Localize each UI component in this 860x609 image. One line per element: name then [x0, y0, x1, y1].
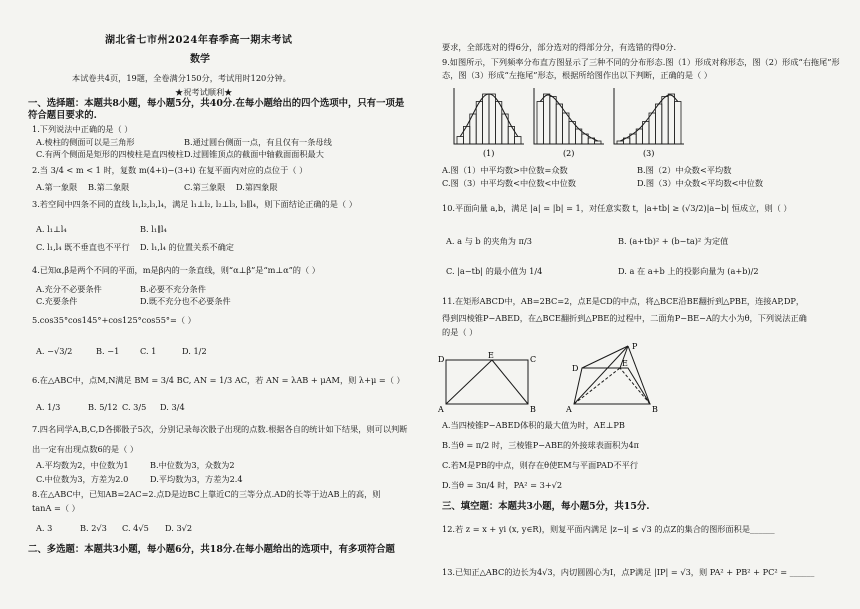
q7-option-c: C.中位数为3，方差为2.0: [36, 474, 129, 484]
histogram-bar: [537, 102, 543, 145]
q7-stem-cont: 出一定有出现点数6的是（ ）: [32, 444, 139, 454]
q11-option-b: B.当θ = π/2 时，三棱锥P−ABE的外接球表面积为4π: [442, 440, 640, 450]
q5-option-c: C. 1: [140, 346, 157, 356]
q2-option-d: D.第四象限: [236, 182, 278, 192]
q9-option-d: D.图（3）中众数<平均数<中位数: [637, 178, 764, 188]
exam-info: 本试卷共4页，19题，全卷满分150分，考试用时120分钟。: [72, 73, 291, 83]
q1-option-b: B.通过圆台侧面一点，有且仅有一条母线: [184, 137, 332, 147]
q7-option-a: A.平均数为2，中位数为1: [36, 460, 129, 470]
q11-option-d: D.当θ = 3π/4 时，PA² = 3+√2: [442, 480, 563, 490]
q11-option-a: A.当四棱锥P−ABED体积的最大值为时，AE⊥PB: [442, 420, 625, 430]
histogram-bar: [476, 102, 482, 145]
q6-option-b: B. 5/12: [88, 402, 118, 412]
q6-option-c: C. 3/5: [122, 402, 147, 412]
histogram-bar: [662, 97, 668, 145]
label-p: P: [632, 342, 638, 351]
q2-option-a: A.第一象限: [36, 182, 78, 192]
section-1-heading: 一、选择题：本题共8小题，每小题5分，共40分.在每小题给出的四个选项中，只有一项是: [28, 98, 405, 109]
histogram-bar: [495, 102, 501, 145]
q1-option-d: D.过圆锥顶点的截面中轴截面面积最大: [184, 149, 324, 159]
q4-option-a: A.充分不必要条件: [36, 284, 102, 294]
histogram-bar: [655, 104, 661, 144]
pyramid-pabed-figure: [562, 340, 672, 414]
subject-title: 数学: [190, 54, 210, 65]
q3-option-b: B. l₁∥l₄: [140, 224, 167, 234]
label-e: E: [488, 352, 494, 360]
section-1-heading-cont: 符合题目要求的.: [28, 110, 97, 121]
q9-stem-cont: 态，图（3）形成“左拖尾”形态，根据所给图作出以下判断，正确的是（ ）: [442, 70, 712, 80]
label-b: B: [530, 405, 536, 414]
q11-option-c: C.若M是PB的中点，则存在θ使EM与平面PAD不平行: [442, 460, 639, 470]
label-d: D: [438, 355, 445, 364]
q13-stem: 13.已知正△ABC的边长为4√3，内切圆圆心为I，点P满足 |IP| = √3，则 PA² + PB² + PC² = ______: [442, 567, 815, 577]
q9-option-c: C.图（3）中平均数<中位数<中位数: [442, 178, 576, 188]
section-3-heading: 三、填空题：本题共3小题，每小题5分，共15分.: [442, 501, 650, 512]
histogram-group: [454, 88, 684, 158]
section-2-heading: 二、多选题：本题共3小题，每小题6分，共18分.在每小题给出的选项中，有多项符合题: [28, 544, 395, 555]
q1-option-a: A.棱柱的侧面可以是三角形: [36, 137, 135, 147]
q2-stem: 2.当 3/4 < m < 1 时，复数 m(4+i)−(3+i) 在复平面内对应的点位于（ ）: [32, 165, 308, 175]
exam-wish: ★祝考试顺利★: [175, 87, 233, 97]
q7-option-b: B.中位数为3，众数为2: [150, 460, 235, 470]
histogram-bar: [675, 102, 681, 145]
histogram-bar: [515, 137, 521, 145]
label-d2: D: [572, 364, 579, 373]
q10-option-a: A. a 与 b 的夹角为 π/3: [446, 236, 532, 246]
q9-stem: 9.如图所示，下列频率分布直方图显示了三种不同的分布形态.图（1）形成对称形态，图（2）形成“右拖尾”形: [442, 57, 840, 67]
q6-option-a: A. 1/3: [36, 402, 61, 412]
q1-stem: 1.下列说法中正确的是（ ）: [32, 124, 133, 134]
q9-option-b: B.图（2）中众数<平均数: [637, 165, 732, 175]
label-c: C: [530, 355, 537, 364]
q5-option-d: D. 1/2: [182, 346, 207, 356]
histogram-label: (2): [563, 149, 575, 158]
histogram-bar: [556, 104, 562, 144]
histogram-figure: [450, 82, 690, 162]
q6-option-d: D. 3/4: [160, 402, 185, 412]
q5-option-a: A. −√3/2: [36, 346, 73, 356]
q10-stem: 10.平面向量 a,b，满足 |a| = |b| = 1，对任意实数 t，|a+tb| ≥ (√3/2)|a−b| 恒成立，则（ ）: [442, 203, 792, 213]
q6-stem: 6.在△ABC中，点M,N满足 BM = 3/4 BC, AN = 1/3 AC，若 AN = λAB + μAM，则 λ+μ =（ ）: [32, 375, 405, 385]
q7-option-d: D.平均数为3，方差为2.4: [150, 474, 243, 484]
q2-option-b: B.第二象限: [88, 182, 130, 192]
histogram-bar: [483, 94, 489, 144]
q12-stem: 12.若 z = x + yi (x, y∈R)，则复平面内满足 |z−i| ≤ √3 的点Z的集合的图形面积是______: [442, 524, 775, 534]
q10-option-b: B. (a+tb)² + (b−ta)² 为定值: [618, 236, 729, 246]
section-2-heading-cont: 要求，全部选对的得6分，部分选对的得部分分，有选错的得0分.: [442, 42, 677, 52]
histogram-bar: [550, 97, 556, 145]
exam-title: 湖北省七市州2024年春季高一期末考试: [105, 35, 293, 46]
q4-option-c: C.充要条件: [36, 296, 78, 306]
histogram-label: (3): [643, 149, 655, 158]
q10-option-c: C. |a−tb| 的最小值为 1/4: [446, 266, 543, 276]
histogram-label: (1): [483, 149, 495, 158]
q5-stem: 5.cos35°cos145°+cos125°cos55°=（ ）: [32, 315, 196, 325]
histogram-bar: [649, 113, 655, 144]
q3-stem: 3.若空间中四条不同的直线 l₁,l₂,l₃,l₄，满足 l₁⊥l₂, l₂⊥l₃, l₃∥l₄，则下面结论正确的是（ ）: [32, 199, 357, 209]
label-a: A: [438, 405, 444, 414]
q8-stem: 8.在△ABC中，已知AB=2AC=2.点D是边BC上靠近C的三等分点.AD的长等于边AB上的高，则: [32, 489, 381, 499]
histogram-bar: [489, 94, 495, 144]
label-e2: E: [622, 359, 628, 368]
q10-option-d: D. a 在 a+b 上的投影向量为 (a+b)/2: [618, 266, 759, 276]
q4-option-d: D.既不充分也不必要条件: [140, 296, 231, 306]
q3-option-a: A. l₁⊥l₄: [36, 224, 67, 234]
q4-option-b: B.必要不充分条件: [140, 284, 206, 294]
q5-option-b: B. −1: [96, 346, 120, 356]
label-a2: A: [566, 405, 572, 414]
q8-option-c: C. 4√5: [122, 523, 149, 533]
q2-option-c: C.第三象限: [184, 182, 226, 192]
q8-option-b: B. 2√3: [80, 523, 107, 533]
q8-option-a: A. 3: [36, 523, 53, 533]
q11-stem-cont: 得到四棱锥P−ABED，在△BCE翻折到△PBE的过程中，二面角P−BE−A的大小为θ，下列说法正确: [442, 313, 807, 323]
q3-option-d: D. l₁,l₄ 的位置关系不确定: [140, 242, 234, 252]
rectangle-abcd-figure: [436, 352, 546, 414]
histogram-bar: [668, 94, 674, 144]
q7-stem: 7.四名同学A,B,C,D各掷骰子5次，分别记录每次骰子出现的点数.根据各自的统计如下结果，则可以判断: [32, 424, 408, 434]
histogram-bar: [563, 113, 569, 144]
q11-stem-cont2: 的是（ ）: [442, 327, 478, 337]
q4-stem: 4.已知α,β是两个不同的平面，m是β内的一条直线，则“α⊥β”是“m⊥α”的（ ）: [32, 265, 320, 275]
q3-option-c: C. l₁,l₄ 既不垂直也不平行: [36, 242, 130, 252]
histogram-bar: [543, 94, 549, 144]
q11-stem: 11.在矩形ABCD中，AB=2BC=2，点E是CD的中点，将△BCE沿BE翻折到△PBE，连接AP,DP，: [442, 296, 805, 306]
histogram-bar: [457, 137, 463, 145]
q9-option-a: A.图（1）中平均数>中位数=众数: [442, 165, 568, 175]
q1-option-c: C.有两个侧面是矩形的四棱柱是直四棱柱: [36, 149, 184, 159]
q8-option-d: D. 3√2: [165, 523, 193, 533]
q8-stem-cont: tanA =（ ）: [32, 503, 80, 513]
label-b2: B: [652, 405, 658, 414]
